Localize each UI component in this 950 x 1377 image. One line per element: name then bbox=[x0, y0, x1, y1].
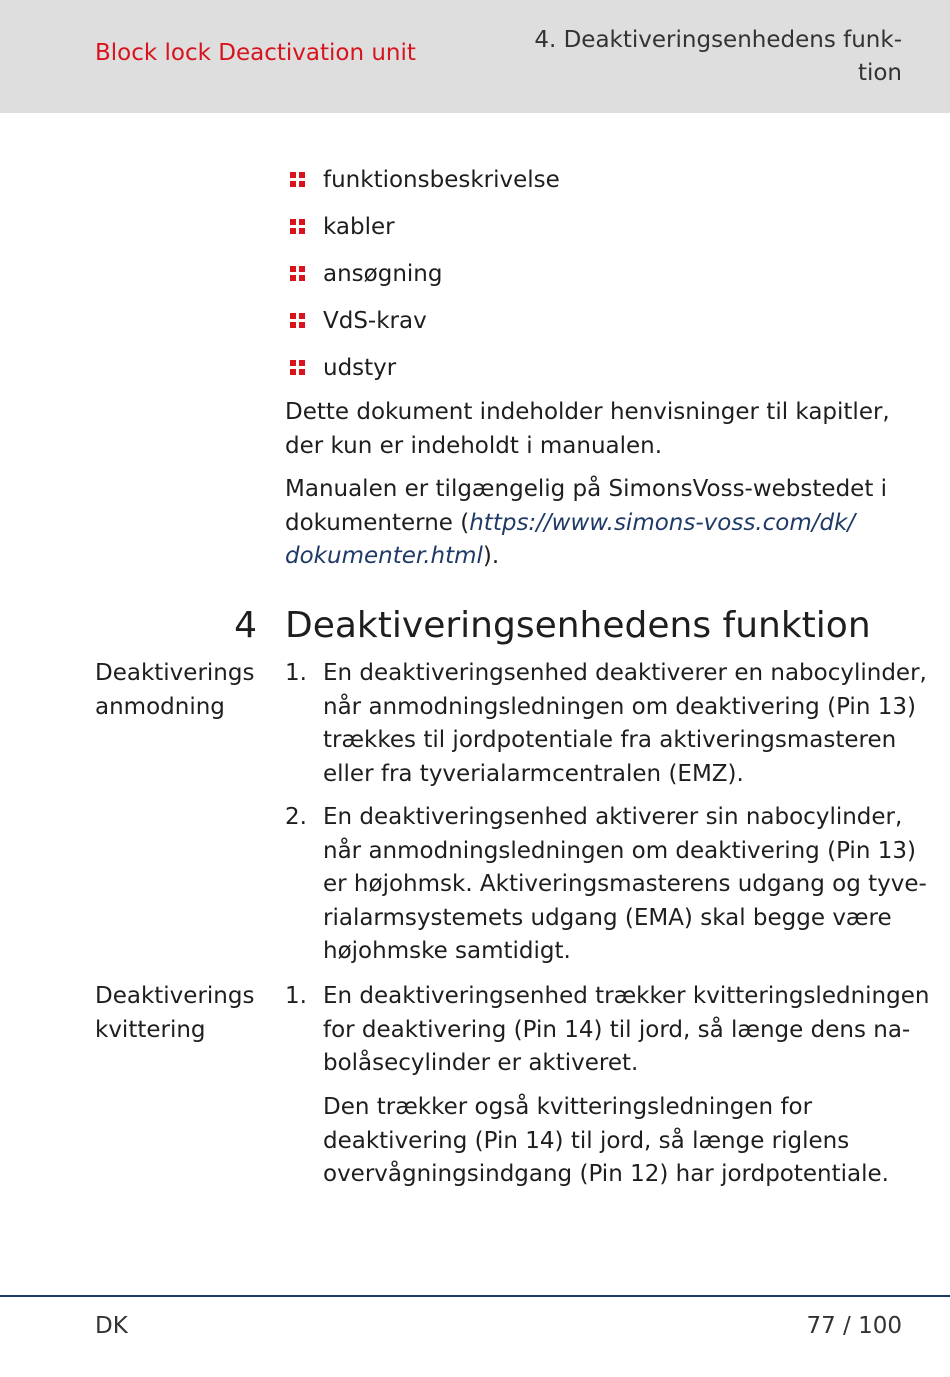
list-item-label: funktionsbeskrivelse bbox=[323, 167, 560, 193]
margin-label-request bbox=[95, 657, 275, 724]
chapter-title-line: tion bbox=[857, 60, 902, 86]
item-text-line: eller fra tyverialarmcentralen (EMZ). bbox=[323, 760, 744, 787]
red-square-bullet-icon bbox=[290, 266, 305, 281]
item-text-line: overvågningsindgang (Pin 12) har jordpotentiale. bbox=[323, 1161, 889, 1187]
intro-paragraph bbox=[285, 396, 905, 463]
margin-label-line: Deaktiverings bbox=[95, 983, 255, 1009]
paragraph-text: dokumenterne ( bbox=[285, 509, 470, 536]
margin-label-line: kvittering bbox=[95, 1016, 206, 1043]
paragraph-line bbox=[285, 540, 905, 574]
item-text-line: bolåsecylinder er aktiveret. bbox=[323, 1050, 639, 1076]
margin-label-acknowledgement bbox=[95, 980, 275, 1047]
list-item-label: kabler bbox=[323, 214, 395, 240]
list-item bbox=[290, 352, 890, 399]
item-number: 1. bbox=[285, 660, 307, 686]
document-brand-title: Block lock Deactivation unit bbox=[95, 40, 416, 66]
item-text-line: for deaktivering (Pin 14) til jord, så længe dens na- bbox=[323, 1016, 911, 1043]
list-item bbox=[290, 258, 890, 305]
item-text-line: deaktivering (Pin 14) til jord, så længe riglens bbox=[323, 1127, 850, 1154]
documents-link-continued[interactable]: dokumenter.html bbox=[285, 543, 483, 569]
item-text bbox=[323, 801, 927, 969]
item-text-line: er højohmsk. Aktiveringsmasterens udgang og tyve- bbox=[323, 871, 927, 897]
chapter-title-line: 4. Deaktiveringsenhedens funk- bbox=[534, 27, 902, 53]
item-text bbox=[323, 1091, 923, 1192]
item-text bbox=[323, 657, 927, 791]
item-text-line: En deaktiveringsenhed deaktiverer en nabocylinder, bbox=[323, 660, 927, 686]
margin-label-line: anmodning bbox=[95, 693, 225, 720]
running-chapter-title bbox=[502, 24, 902, 90]
page-header bbox=[0, 0, 950, 113]
paragraph-line: der kun er indeholdt i manualen. bbox=[285, 432, 663, 459]
footer-divider bbox=[0, 1295, 950, 1297]
item-text-line: højohmske samtidigt. bbox=[323, 938, 571, 964]
red-square-bullet-icon bbox=[290, 360, 305, 375]
list-item-label: ansøgning bbox=[323, 261, 443, 287]
list-item bbox=[290, 211, 890, 258]
red-square-bullet-icon bbox=[290, 313, 305, 328]
documents-link[interactable]: https://www.simons-voss.com/dk/ bbox=[469, 509, 856, 536]
paragraph-text: ). bbox=[482, 543, 500, 569]
list-item-label: VdS-krav bbox=[323, 308, 427, 334]
manual-availability-paragraph bbox=[285, 473, 905, 574]
item-text-line: En deaktiveringsenhed aktiverer sin nabocylinder, bbox=[323, 804, 903, 830]
section-heading: Deaktiveringsenhedens funktion bbox=[285, 605, 871, 646]
page-number: 77 / 100 bbox=[806, 1313, 902, 1339]
list-item bbox=[290, 164, 890, 211]
item-text bbox=[323, 980, 930, 1081]
section-number: 4 bbox=[234, 605, 257, 646]
paragraph-line: Dette dokument indeholder henvisninger til kapitler, bbox=[285, 399, 890, 425]
item-text-line: En deaktiveringsenhed trækker kvitteringsledningen bbox=[323, 983, 930, 1009]
item-text-line: trækkes til jordpotentiale fra aktiveringsmasteren bbox=[323, 727, 897, 753]
list-item bbox=[290, 305, 890, 352]
item-text-line: Den trækker også kvitteringsledningen for bbox=[323, 1094, 813, 1120]
footer-language: DK bbox=[95, 1313, 128, 1339]
item-number: 2. bbox=[285, 804, 307, 830]
item-text-line: når anmodningsledningen om deaktivering (Pin 13) bbox=[323, 693, 916, 720]
paragraph-line: Manualen er tilgængelig på SimonsVoss-webstedet i bbox=[285, 476, 888, 502]
paragraph-line bbox=[285, 507, 905, 541]
bullet-list bbox=[290, 164, 890, 399]
red-square-bullet-icon bbox=[290, 172, 305, 187]
red-square-bullet-icon bbox=[290, 219, 305, 234]
item-text-line: rialarmsystemets udgang (EMA) skal begge være bbox=[323, 904, 892, 931]
item-text-line: når anmodningsledningen om deaktivering (Pin 13) bbox=[323, 837, 916, 864]
list-item-label: udstyr bbox=[323, 355, 397, 381]
margin-label-line: Deaktiverings bbox=[95, 660, 255, 686]
item-number: 1. bbox=[285, 983, 307, 1009]
